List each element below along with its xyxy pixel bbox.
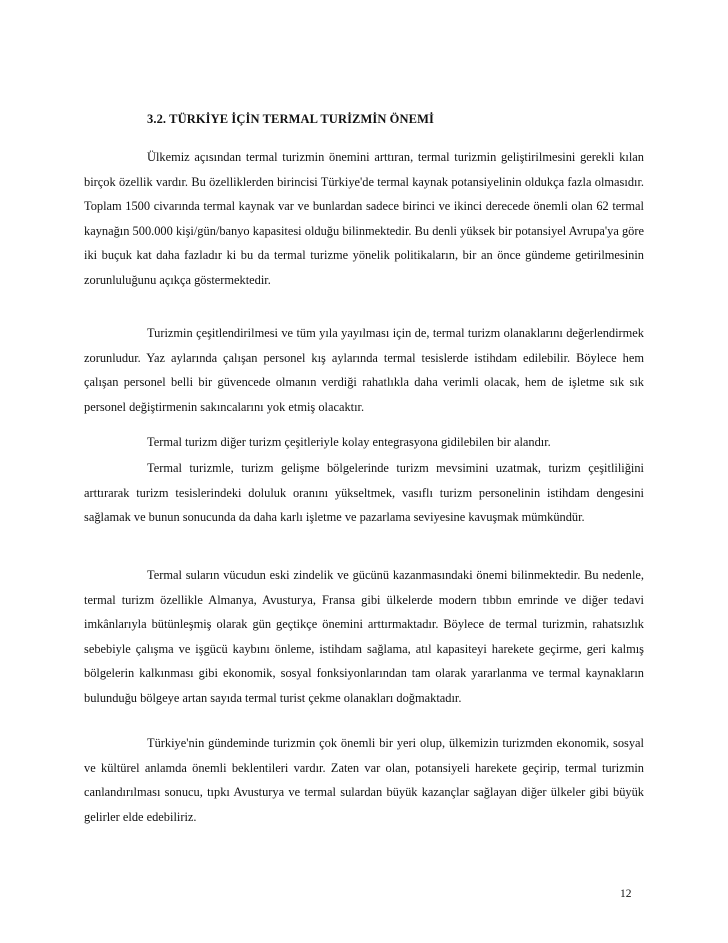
section-heading: 3.2. TÜRKİYE İÇİN TERMAL TURİZMİN ÖNEMİ bbox=[147, 112, 434, 126]
paragraph-integration: Termal turizm diğer turizm çeşitleriyle kolay entegrasyona gidilebilen bir alandır. bbox=[147, 435, 551, 449]
document-page bbox=[84, 0, 644, 943]
page-number: 12 bbox=[620, 888, 632, 900]
paragraph-health-benefits: Termal suların vücudun eski zindelik ve gücünü kazanmasındaki önemi bilinmektedir. Bu nedenle, termal turizm özellikle Almanya, Avusturya, Fransa gibi ülkelerde modern tıbbın emrinde ve diğer tedavi imkânlarıyla bütünleşmiş olarak gün geçtikçe önemini arttırmaktadır. Böylece de termal turizmin, rahatsızlık sebebiyle çalışma ve işgücü kaybını önleme, istihdam sağlama, atıl kapasiteyi harekete geçirme, geri kalmış bölgelerin kalkınması gibi ekonomik, sosyal fonksiyonlarından tam olarak yararlanma ve termal kaynakların bulunduğu bölgeye artan sayıda termal turist çekme olanakları doğmaktadır. bbox=[84, 568, 644, 705]
paragraph-thermal-potential: Ülkemiz açısından termal turizmin önemini arttıran, termal turizmin geliştirilmesini gerekli kılan birçok özellik vardır. Bu özelliklerden birincisi Türkiye'de termal kaynak potansiyelinin oldukça fazla olmasıdır. Toplam 1500 civarında termal kaynak var ve bunlardan sadece birinci ve ikinci derecede önemli olan 62 termal kaynağın 500.000 kişi/gün/banyo kapasitesi olduğu bilinmektedir. Bu denli yüksek bir potansiyel Avrupa'ya göre iki buçuk kat daha fazladır ki bu da termal turizme yönelik politikaların, bir an önce gündeme getirilmesinin zorunluluğunu açıkça göstermektedir. bbox=[84, 150, 644, 287]
paragraph-expectations: Türkiye'nin gündeminde turizmin çok önemli bir yeri olup, ülkemizin turizmden ekonomik, sosyal ve kültürel anlamda önemli beklentileri vardır. Zaten var olan, potansiyeli harekete geçirip, termal turizmin canlandırılması sonucu, tıpkı Avusturya ve termal sulardan büyük kazançlar sağlayan diğer ülkeler gibi büyük gelirler elde edebiliriz. bbox=[84, 736, 644, 824]
paragraph-diversification: Turizmin çeşitlendirilmesi ve tüm yıla yayılması için de, termal turizm olanaklarını değerlendirmek zorunludur. Yaz aylarında çalışan personel kış aylarında termal tesislerde istihdam edilebilir. Böylece hem çalışan personel belli bir güvencede olmanın verdiği rahatlıkla daha verimli olacak, hem de işletme sık sık personel değiştirmenin sakıncalarını yok etmiş olacaktır. bbox=[84, 326, 644, 414]
paragraph-season-extension: Termal turizmle, turizm gelişme bölgelerinde turizm mevsimini uzatmak, turizm çeşitliliğini arttırarak turizm tesislerindeki doluluk oranını yükseltmek, vasıflı turizm personelinin istihdam dengesini sağlamak ve bunun sonucunda da daha karlı işletme ve pazarlama seviyesine kavuşmak mümkündür. bbox=[84, 461, 644, 524]
